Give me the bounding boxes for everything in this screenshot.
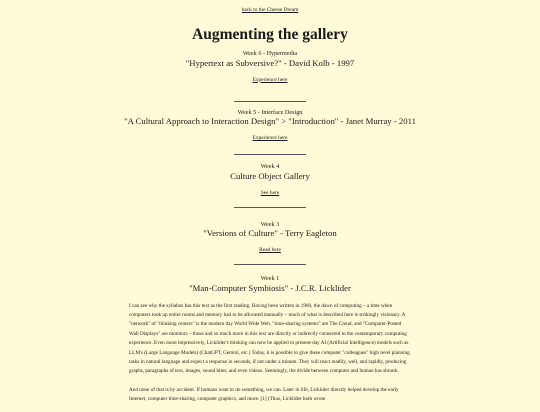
entry-week-label: Week 5 - Interface Design xyxy=(237,108,303,116)
entry-week-1 xyxy=(0,275,540,293)
entry-title: "Man-Computer Symbiosis" - J.C.R. Licklider xyxy=(189,282,351,293)
entry-week-label: Week 1 xyxy=(260,275,280,282)
divider xyxy=(234,264,306,265)
article-paragraph: I can see why the syllabus has this text as the first reading. Having been written in 1960, the dawn of computing – a time when computers took up entire rooms and memory had to be allocated manually – much of what is described here is strikingly visionary. A "network" of "thinking centers" is the modern day World Wide Web, "time-sharing systems" are The Cloud, and "Computer-Posted Wall Displays" are monitors – those and so much more in this text are directly or indirectly connected to the contemporary computing experience. Even more impressively, Licklider's thinking can now be applied to present-day AI (Artificial Intelligence) models such as LLM's (Large Language Models) (ChatGPT, Gemini, etc.) Today, it is possible to give these computer "colleagues" high level planning tasks in natural language and expect a response in seconds, if not under a minute. They will react readily, well, and rapidly, producing graphs, paragraphs of text, images, sound bites, and even videos. Seemingly, the divide between computer and human has shrunk. xyxy=(129,302,410,375)
entry-title: "A Cultural Approach to Interaction Design" > "Introduction" - Janet Murray - 2011 xyxy=(124,116,416,126)
article-paragraph: And none of that is by accident. If humans want to do something, we can. Later in life, Licklider directly helped develop the early Internet, computer time-sharing, computer graphics, and more. [1] (Thus, Licklider both wrote xyxy=(129,386,399,403)
entry-title: "Versions of Culture" - Terry Eagleton xyxy=(203,228,337,238)
entry-week-label: Week 4 xyxy=(260,163,280,170)
entry-week-4 xyxy=(0,163,540,199)
entry-title: "Hypertext as Subversive?" - David Kolb - 1997 xyxy=(185,57,355,68)
back-link[interactable]: back to the Cheese Dream xyxy=(241,7,299,13)
page-title: Augmenting the gallery xyxy=(192,26,348,43)
entry-title: Culture Object Gallery xyxy=(230,170,310,181)
see-link[interactable]: See here xyxy=(260,189,280,196)
entry-week-6 xyxy=(0,50,540,86)
divider xyxy=(234,207,306,208)
divider xyxy=(234,101,306,102)
experience-link[interactable]: Experience here xyxy=(252,135,288,141)
entry-week-label: Week 6 - Hypermedia xyxy=(242,50,298,57)
divider xyxy=(234,154,306,155)
entry-week-3 xyxy=(0,221,540,257)
entry-week-label: Week 3 xyxy=(260,220,280,228)
read-link[interactable]: Read here xyxy=(259,247,281,253)
experience-link[interactable]: Experience here xyxy=(252,76,288,83)
article-body xyxy=(129,302,411,405)
entry-week-5 xyxy=(0,109,540,145)
